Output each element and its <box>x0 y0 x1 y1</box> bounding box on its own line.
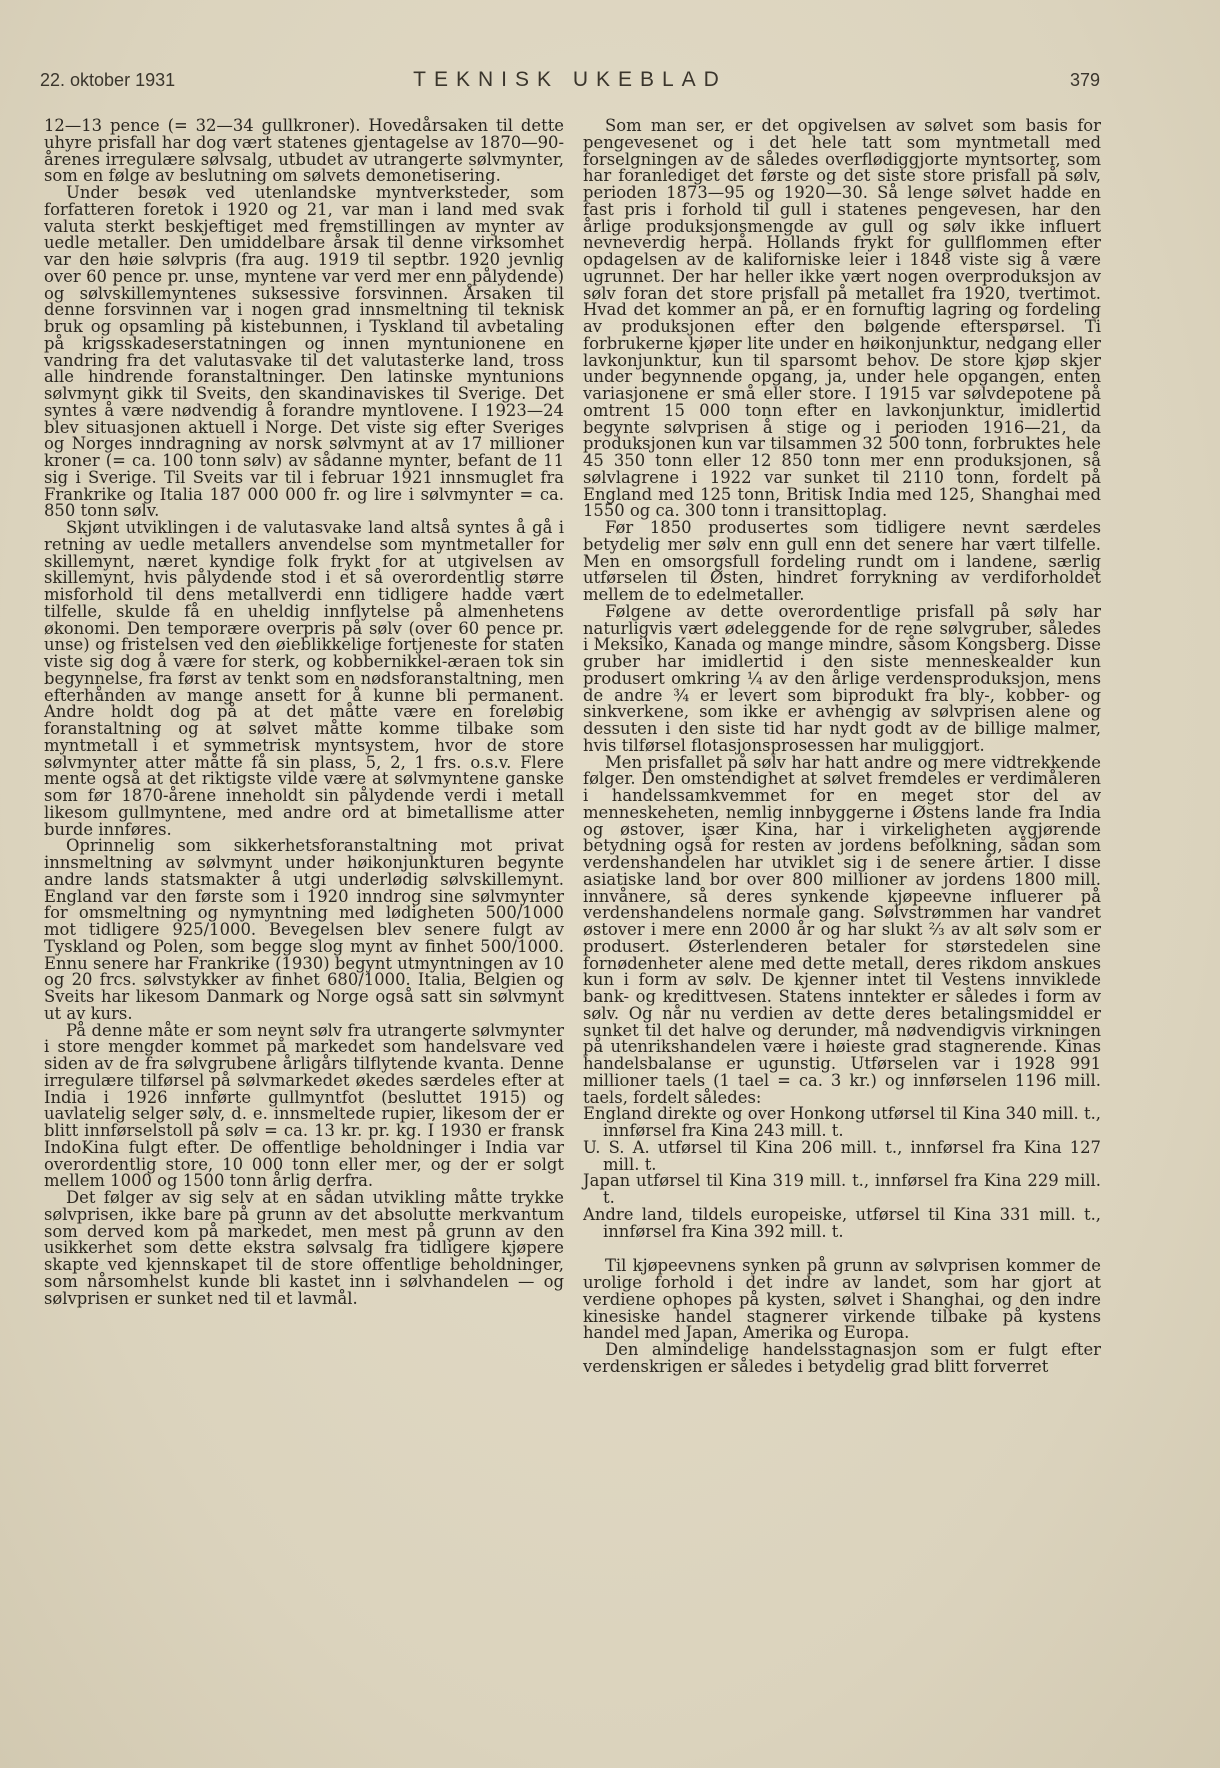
paragraph: 12—13 pence (= 32—34 gullkroner). Hovedårsaken til dette uhyre prisfall har dog vært statenes gjentagelse av 1870—90-årenes irregulære sølvsalg, utbudet av utrangerte sølvmynter, som en følge av beslutning om sølvets demonetisering. <box>44 116 564 186</box>
journal-title: TEKNISK UKEBLAD <box>413 68 727 91</box>
trade-list-item: Japan utførsel til Kina 319 mill. t., innførsel fra Kina 229 mill. t. <box>583 1171 1101 1207</box>
right-column <box>583 118 1101 1376</box>
paragraph: Under besøk ved utenlandske myntverksteder, som forfatteren foretok i 1920 og 21, var man i land med svak valuta sterkt beskjeftiget med fremstillingen av mynter av uedle metaller. Den umiddelbare årsak til denne virksomhet var den høie sølvpris (fra aug. 1919 til septbr. 1920 jevnlig over 60 pence pr. unse, myntene var verd mer enn pålydende) og sølvskillemyntenes suksessive forsvinnen. Årsaken til denne forsvinnen var i nogen grad innsmeltning til teknisk bruk og opsamling på kistebunnen, i Tyskland til avbetaling på krigsskadeserstatningen og innen myntunionene en vandring fra det valutasvake til det valutasterke land, tross alle hindrende foranstaltninger. Den latinske myntunions sølvmynt gikk til Sveits, den skandinaviskes til Sverige. Det syntes å være nødvendig å forandre myntlovene. I 1923—24 blev situasjonen aktuell i Norge. Det viste sig efter Sveriges og Norges inndragning av norsk sølvmynt at av 17 millioner kroner (= ca. 100 tonn sølv) av sådanne mynter, befant de 11 sig i Sverige. Til Sveits var til i februar 1921 innsmuglet fra Frankrike og Italia 187 000 000 fr. og lire i sølvmynter = ca. 850 tonn sølv. <box>44 183 564 521</box>
trade-list <box>583 1106 1101 1240</box>
paragraph: Oprinnelig som sikkerhetsforanstaltning mot privat innsmeltning av sølvmynt under høikonjunkturen begynte andre lands statsmakter å utgi underlødig sølvskillemynt. England var den første som i 1920 inndrog sine sølvmynter for omsmeltning og nymyntning med lødigheten 500/1000 mot tidligere 925/1000. Bevegelsen blev senere fulgt av Tyskland og Polen, som begge slog mynt av finhet 500/1000. Ennu senere har Frankrike (1930) begynt utmyntningen av 10 og 20 frcs. sølvstykker av finhet 680/1000. Italia, Belgien og Sveits har likesom Danmark og Norge også satt sin sølvmynt ut av kurs. <box>44 836 564 1023</box>
paragraph: Men prisfallet på sølv har hatt andre og mere vidtrekkende følger. Den omstendighet at sølvet fremdeles er verdimåleren i handelssamkvemmet for en meget stor del av menneskeheten, nemlig innbyggerne i Østens lande fra India og østover, især Kina, har i virkeligheten avgjørende betydning også for resten av jordens befolkning, sådan som verdenshandelen har utviklet sig i de senere årtier. I disse asiatiske land bor over 800 millioner av jordens 1800 mill. innvånere, så deres synkende kjøpeevne influerer på verdenshandelens normale gang. Sølvstrømmen har vandret østover i mere enn 2000 år og har slukt ⅔ av alt sølv som er produsert. Østerlenderen betaler for størstedelen sine fornødenheter alene med dette metall, deres rikdom anskues kun i form av sølv. De kjenner intet til Vestens innviklede bank- og kredittvesen. Statens inntekter er således i form av sølv. Og når nu verdien av dette deres betalingsmiddel er sunket til det halve og derunder, må nødvendigvis virkningen på utenrikshandelen være i høieste grad stagnerende. Kinas handelsbalanse er ugunstig. Utførselen var i 1928 991 millioner taels (1 tael = ca. 3 kr.) og innførselen 1196 mill. taels, fordelt således: <box>583 752 1101 1107</box>
page-number: 379 <box>1069 70 1100 90</box>
trade-list-item: England direkte og over Honkong utførsel til Kina 340 mill. t., innførsel fra Kina 243 mill. t. <box>583 1104 1101 1140</box>
trade-list-item: Andre land, tildels europeiske, utførsel til Kina 331 mill. t., innførsel fra Kina 392 mill. t. <box>583 1204 1101 1241</box>
left-column <box>44 118 564 1307</box>
paragraph: Til kjøpeevnens synken på grunn av sølvprisen kommer de urolige forhold i det indre av landet, som har gjort at verdiene ophopes på kysten, sølvet i Shanghai, og den indre kinesiske handel stagnerer virkende tilbake på kystens handel med Japan, Amerika og Europa. <box>583 1256 1101 1343</box>
paragraph: På denne måte er som nevnt sølv fra utrangerte sølvmynter i store mengder kommet på markedet som handelsvare ved siden av de fra sølvgrubene årligårs tilflytende kvanta. Denne irregulære tilførsel på sølvmarkedet økedes særdeles efter at India i 1926 innførte gullmyntfot (besluttet 1915) og uavlatelig selger sølv, d. e. innsmeltede rupier, likesom der er blitt innførselstoll på sølv = ca. 13 kr. pr. kg. I 1930 er fransk IndoKina fulgt efter. De offentlige beholdninger i India var overordentlig store, 10 000 tonn eller mer, og der er solgt mellem 1000 og 1500 tonn årlig derfra. <box>44 1020 564 1191</box>
trade-list-item: U. S. A. utførsel til Kina 206 mill. t., innførsel fra Kina 127 mill. t. <box>583 1137 1101 1174</box>
paragraph: Som man ser, er det opgivelsen av sølvet som basis for pengevesenet og i det hele tatt som myntmetall med forselgningen av de således overflødiggjorte myntsorter, som har foranlediget det første og det siste store prisfall på sølv, perioden 1873—95 og 1920—30. Så lenge sølvet hadde en fast pris i forhold til gull i statenes pengevesen, har den årlige produksjonsmengde av gull og sølv ikke influert nevneverdig herpå. Hollands frykt for gullflommen efter opdagelsen av de kaliforniske leier i 1848 viste sig å være ugrunnet. Der har heller ikke vært nogen overproduksjon av sølv foran det store prisfall på metallet fra 1920, tvertimot. Hvad det kommer an på, er en fornuftig lagring og fordeling av produksjonen efter den bølgende efterspørsel. Ti forbrukerne kjøper lite under en høikonjunktur, nedgang eller lavkonjunktur, kun til sparsomt behov. De store kjøp skjer under begynnende opgang, ja, under hele opgangen, enten variasjonene er små eller store. I 1915 var sølvdepotene på omtrent 15 000 tonn efter en lavkonjunktur, imidlertid begynte sølvprisen å stige og i perioden 1916—21, da produksjonen kun var tilsammen 32 500 tonn, forbruktes hele 45 350 tonn eller 12 850 tonn mer enn produksjonen, så sølvlagrene i 1922 var sunket til 2110 tonn, fordelt på England med 125 tonn, Britisk India med 125, Shanghai med 1550 og ca. 300 tonn i transittoplag. <box>583 116 1101 521</box>
paragraph: Før 1850 produsertes som tidligere nevnt særdeles betydelig mer sølv enn gull enn det senere har vært tilfelle. Men en omsorgsfull fordeling rundt om i landene, særlig utførselen til Østen, hindret forrykning av verdiforholdet mellem de to edelmetaller. <box>583 518 1101 604</box>
paragraph: Følgene av dette overordentlige prisfall på sølv har naturligvis vært ødeleggende for de rene sølvgruber, således i Meksiko, Kanada og mange mindre, såsom Kongsberg. Disse gruber har imidlertid i den siste menneskealder kun produsert omkring ¼ av den årlige verdensproduksjon, mens de andre ¾ er levert som biprodukt fra bly-, kobber- og sinkverkene, som ikke er avhengig av sølvprisen alene og dessuten i den siste tid har nydt godt av de billige malmer, hvis tilførsel flotasjonsprosessen har muliggjort. <box>583 601 1101 755</box>
issue-date: 22. oktober 1931 <box>40 70 176 90</box>
paragraph: Skjønt utviklingen i de valutasvake land altså syntes å gå i retning av uedle metallers anvendelse som myntmetaller for skillemynt, næret kyndige folk frykt for at utgivelsen av skillemynt, hvis pålydende stod i et så overordentlig større misforhold til dens metallverdi enn tidligere hadde vært tilfelle, skulde få en uheldig innflytelse på almenhetens økonomi. Den temporære overpris på sølv (over 60 pence pr. unse) og fristelsen ved den øieblikkelige fortjeneste for staten viste sig dog å være for sterk, og kobbernikkel-æraen tok sin begynnelse, fra først av tenkt som en nødsforanstaltning, men efterhånden av mange ansett for å kunne bli permanent. Andre holdt dog på at det måtte være en foreløbig foranstaltning og at sølvet måtte komme tilbake som myntmetall i et symmetrisk myntsystem, hvor de store sølvmynter atter måtte få sin plass, 5, 2, 1 frs. o.s.v. Flere mente også at det riktigste vilde være at sølvmyntene ganske som før 1870-årene inneholdt sin pålydende verdi i metall likesom gullmyntene, med andre ord at bimetallisme atter burde innføres. <box>44 518 564 839</box>
paragraph: Det følger av sig selv at en sådan utvikling måtte trykke sølvprisen, ikke bare på grunn av det absolutte merkvantum som derved kom på markedet, men mest på grunn av den usikkerhet som dette ekstra sølvsalg fra tidligere kjøpere skapte ved kjennskapet til de store offentlige beholdninger, som nårsomhelst kunde bli kastet inn i sølvhandelen — og sølvprisen er sunket ned til et lavmål. <box>44 1188 564 1308</box>
paragraph: Den almindelige handelsstagnasjon som er fulgt efter verdenskrigen er således i betydelig grad blitt forverret <box>583 1340 1101 1376</box>
page-header <box>40 68 1100 98</box>
